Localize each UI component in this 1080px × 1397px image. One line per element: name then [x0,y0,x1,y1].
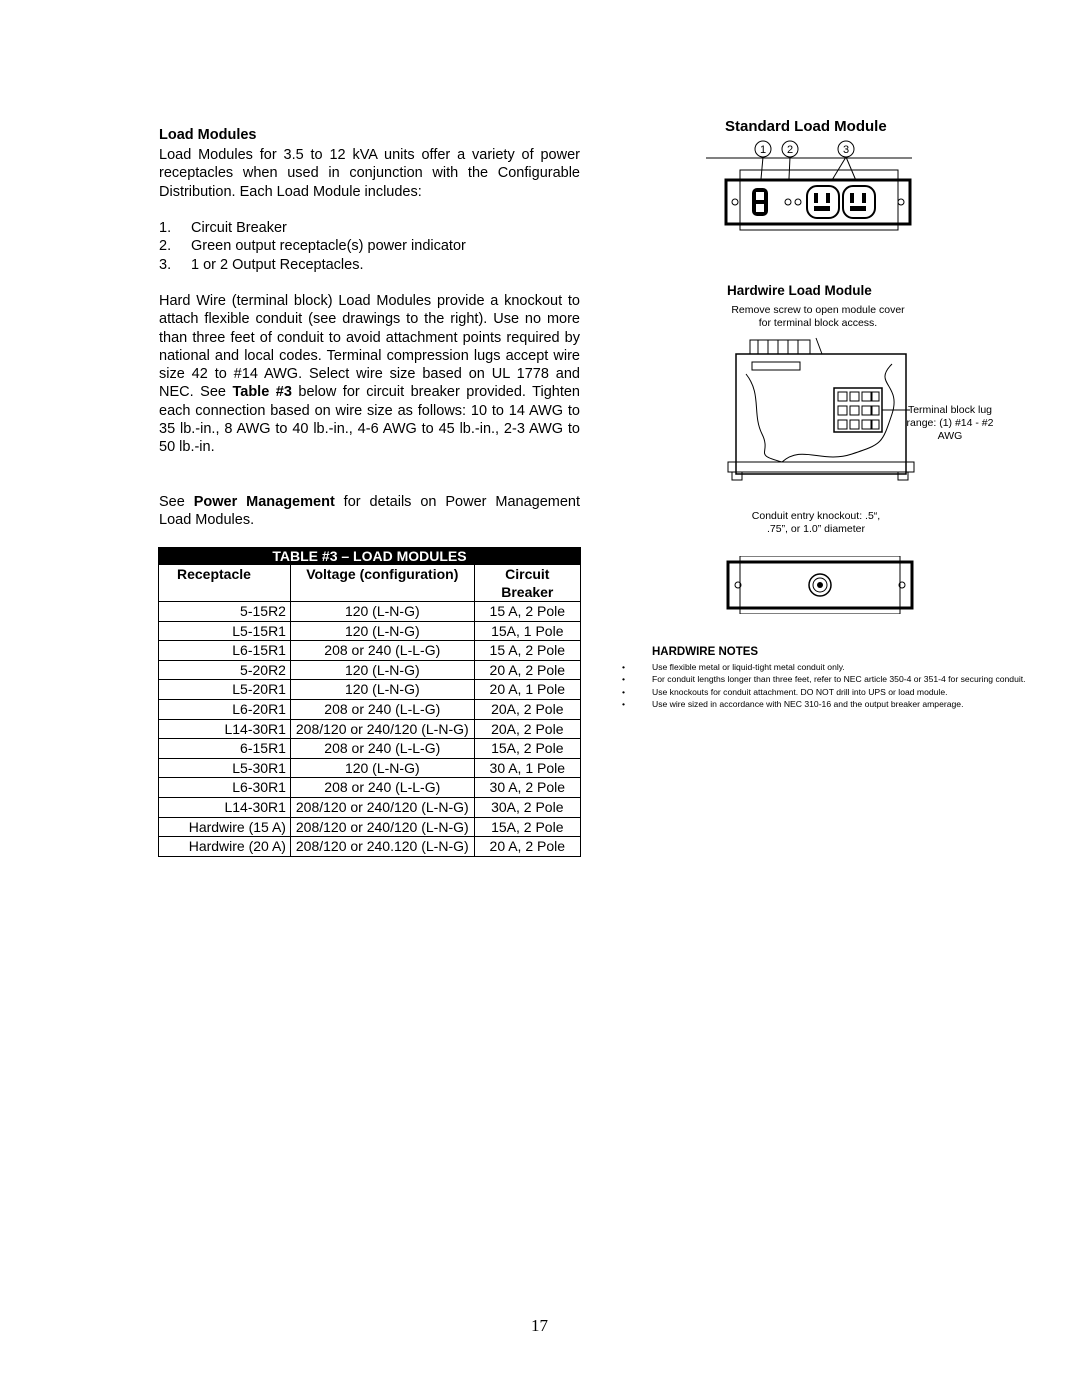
hardwire-module-title: Hardwire Load Module [727,283,872,298]
voltage-cell: 120 (L-N-G) [290,758,474,778]
breaker-cell: 20A, 2 Pole [474,699,580,719]
receptacle-cell: L5-15R1 [159,621,291,641]
breaker-cell: 15A, 2 Pole [474,817,580,837]
breaker-cell: 20 A, 2 Pole [474,837,580,857]
voltage-cell: 208 or 240 (L-L-G) [290,778,474,798]
table-row [159,837,581,857]
breaker-cell: 30 A, 1 Pole [474,758,580,778]
hardwire-notes-list [622,662,1047,711]
breaker-cell: 15A, 1 Pole [474,621,580,641]
voltage-cell: 208/120 or 240/120 (L-N-G) [290,797,474,817]
callout-2-label: 2 [786,144,794,156]
table-row [159,739,581,759]
receptacle-cell: Hardwire (15 A) [159,817,291,837]
includes-list [159,219,466,274]
receptacle-cell: L5-30R1 [159,758,291,778]
table-row [159,699,581,719]
receptacle-cell: L6-30R1 [159,778,291,798]
header-receptacle: Receptacle [159,565,291,602]
voltage-cell: 208/120 or 240/120 (L-N-G) [290,719,474,739]
standard-module-title: Standard Load Module [725,118,887,135]
note-item: • Use knockouts for conduit attachment. DO NOT drill into UPS or load module. [622,686,948,697]
receptacle-cell: 6-15R1 [159,739,291,759]
voltage-cell: 120 (L-N-G) [290,602,474,622]
table-caption: TABLE #3 – LOAD MODULES [159,548,581,565]
page-number: 17 [531,1316,548,1335]
callout-3-label: 3 [842,144,850,156]
callout-1-label: 1 [759,144,767,156]
table-header-row [159,565,581,602]
breaker-cell: 15 A, 2 Pole [474,641,580,661]
header-voltage: Voltage (configuration) [290,565,474,602]
section-title: Load Modules [159,127,257,143]
receptacle-cell: L6-20R1 [159,699,291,719]
breaker-cell: 30 A, 2 Pole [474,778,580,798]
voltage-cell: 120 (L-N-G) [290,621,474,641]
table-row [159,621,581,641]
knockout-note: Conduit entry knockout: .5“, .75”, or 1.0” diameter [751,510,881,535]
breaker-cell: 30A, 2 Pole [474,797,580,817]
table-row [159,660,581,680]
breaker-cell: 20 A, 2 Pole [474,660,580,680]
table-row [159,641,581,661]
note-item: • For conduit lengths longer than three feet, refer to NEC article 350-4 or 351-4 for securing conduit. [622,674,1026,685]
power-management-paragraph: See Power Management for details on Power Management Load Modules. [159,494,581,529]
load-modules-table [158,547,581,857]
list-item: 3. 1 or 2 Output Receptacles. [159,256,364,273]
receptacle-cell: 5-20R2 [159,660,291,680]
table-row [159,758,581,778]
intro-paragraph: Load Modules for 3.5 to 12 kVA units offer a variety of power receptacles when used in conjunction with the Configurable Distribution. Each Load Module includes: [159,147,580,200]
standard-module-drawing [700,138,920,234]
table-row [159,680,581,700]
table-row [159,719,581,739]
hardwire-notes-title: HARDWIRE NOTES [652,646,759,658]
table-row [159,797,581,817]
receptacle-cell: L14-30R1 [159,797,291,817]
terminal-block-note: Terminal block lug range: (1) #14 - #2 AWG [906,404,994,442]
table-row [159,602,581,622]
list-item: 2. Green output receptacle(s) power indicator [159,238,466,255]
knockout-drawing [726,556,916,614]
receptacle-cell: L6-15R1 [159,641,291,661]
remove-screw-note: Remove screw to open module cover for terminal block access. [731,304,905,329]
voltage-cell: 208 or 240 (L-L-G) [290,739,474,759]
voltage-cell: 120 (L-N-G) [290,660,474,680]
note-item: • Use flexible metal or liquid-tight metal conduit only. [622,662,845,672]
breaker-cell: 20 A, 1 Pole [474,680,580,700]
hardwire-module-drawing [722,334,922,484]
table-row [159,778,581,798]
voltage-cell: 208/120 or 240.120 (L-N-G) [290,837,474,857]
header-breaker: Circuit Breaker [474,565,580,602]
receptacle-cell: Hardwire (20 A) [159,837,291,857]
receptacle-cell: L5-20R1 [159,680,291,700]
voltage-cell: 120 (L-N-G) [290,680,474,700]
voltage-cell: 208 or 240 (L-L-G) [290,641,474,661]
breaker-cell: 15A, 2 Pole [474,739,580,759]
note-item: • Use wire sized in accordance with NEC 310-16 and the output breaker amperage. [622,698,964,709]
breaker-cell: 15 A, 2 Pole [474,602,580,622]
voltage-cell: 208 or 240 (L-L-G) [290,699,474,719]
voltage-cell: 208/120 or 240/120 (L-N-G) [290,817,474,837]
hardwire-paragraph: Hard Wire (terminal block) Load Modules provide a knockout to attach flexible conduit (see drawings to the right). Use no more than three feet of conduit to avoid attachment points required by national and local codes. Terminal compression lugs accept wire size 42 to #14 AWG. Select wire size based on UL 1778 and NEC. See Table #3 below for circuit breaker provided. Tighten each connection based on wire size as follows: 10 to 14 AWG to 35 lb.-in., 8 AWG to 40 lb.-in., 4-6 AWG to 45 lb.-in., 2-3 AWG to 50 lb.-in. [159,293,581,456]
receptacle-cell: 5-15R2 [159,602,291,622]
list-item: 1. Circuit Breaker [159,220,287,236]
table-row [159,817,581,837]
breaker-cell: 20A, 2 Pole [474,719,580,739]
receptacle-cell: L14-30R1 [159,719,291,739]
